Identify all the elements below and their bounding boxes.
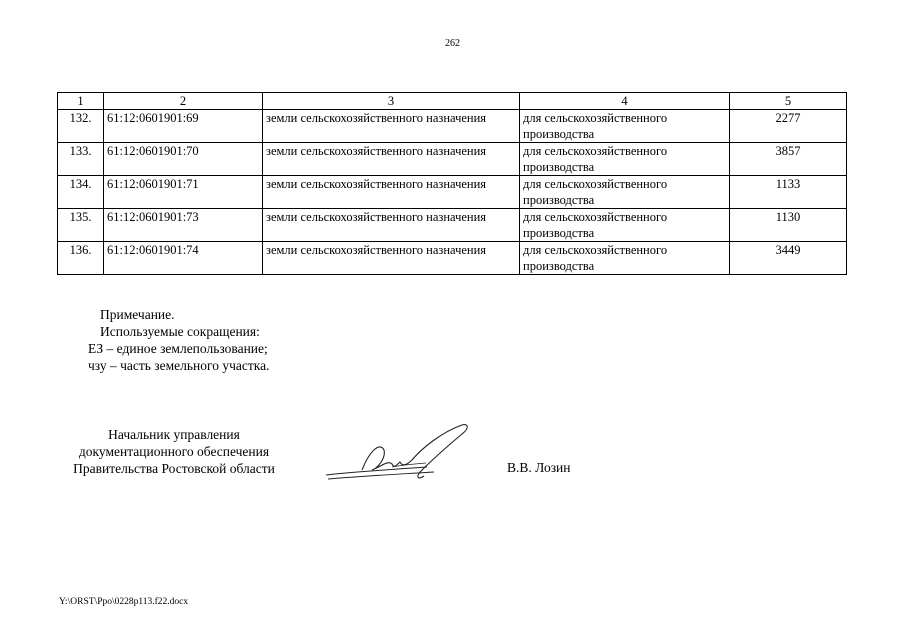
cadastral-number-cell: 61:12:0601901:74 [104, 242, 263, 275]
land-category-cell: земли сельскохозяйственного назначения [263, 110, 520, 143]
cadastral-number-cell: 61:12:0601901:73 [104, 209, 263, 242]
page-number: 262 [445, 38, 460, 49]
position-line: документационного обеспечения [78, 444, 270, 459]
notes-line: чзу – часть земельного участка. [88, 358, 270, 373]
permitted-use-cell: для сельскохозяйственного производства [520, 143, 730, 176]
cadastral-number-cell: 61:12:0601901:71 [104, 176, 263, 209]
table-header-row [58, 93, 847, 110]
area-cell: 3857 [730, 143, 847, 176]
position-line: Начальник управления [108, 427, 240, 442]
handwritten-signature [322, 420, 472, 485]
signatory-position [48, 426, 300, 477]
area-cell: 1130 [730, 209, 847, 242]
cadastral-number-cell: 61:12:0601901:70 [104, 143, 263, 176]
column-header-1: 1 [58, 93, 104, 110]
column-header-4: 4 [520, 93, 730, 110]
table-row [58, 209, 847, 242]
table-row [58, 143, 847, 176]
table-row [58, 242, 847, 275]
cadastral-number-cell: 61:12:0601901:69 [104, 110, 263, 143]
column-header-3: 3 [263, 93, 520, 110]
land-category-cell: земли сельскохозяйственного назначения [263, 143, 520, 176]
notes-title: Примечание. [100, 307, 175, 322]
position-line: Правительства Ростовской области [73, 461, 275, 476]
notes-section [88, 306, 270, 374]
row-number-cell: 133. [58, 143, 104, 176]
permitted-use-cell: для сельскохозяйственного производства [520, 110, 730, 143]
file-path-footer: Y:\ORST\Ppo\0228p113.f22.docx [59, 597, 189, 607]
land-plots-table [57, 92, 847, 275]
area-cell: 3449 [730, 242, 847, 275]
area-cell: 2277 [730, 110, 847, 143]
notes-line: Используемые сокращения: [100, 324, 260, 339]
permitted-use-cell: для сельскохозяйственного производства [520, 209, 730, 242]
land-category-cell: земли сельскохозяйственного назначения [263, 242, 520, 275]
area-cell: 1133 [730, 176, 847, 209]
table-row [58, 110, 847, 143]
column-header-5: 5 [730, 93, 847, 110]
column-header-2: 2 [104, 93, 263, 110]
row-number-cell: 132. [58, 110, 104, 143]
table-row [58, 176, 847, 209]
row-number-cell: 135. [58, 209, 104, 242]
row-number-cell: 134. [58, 176, 104, 209]
permitted-use-cell: для сельскохозяйственного производства [520, 242, 730, 275]
notes-line: ЕЗ – единое землепользование; [88, 341, 268, 356]
row-number-cell: 136. [58, 242, 104, 275]
land-category-cell: земли сельскохозяйственного назначения [263, 209, 520, 242]
signer-name: В.В. Лозин [507, 460, 571, 475]
permitted-use-cell: для сельскохозяйственного производства [520, 176, 730, 209]
land-category-cell: земли сельскохозяйственного назначения [263, 176, 520, 209]
